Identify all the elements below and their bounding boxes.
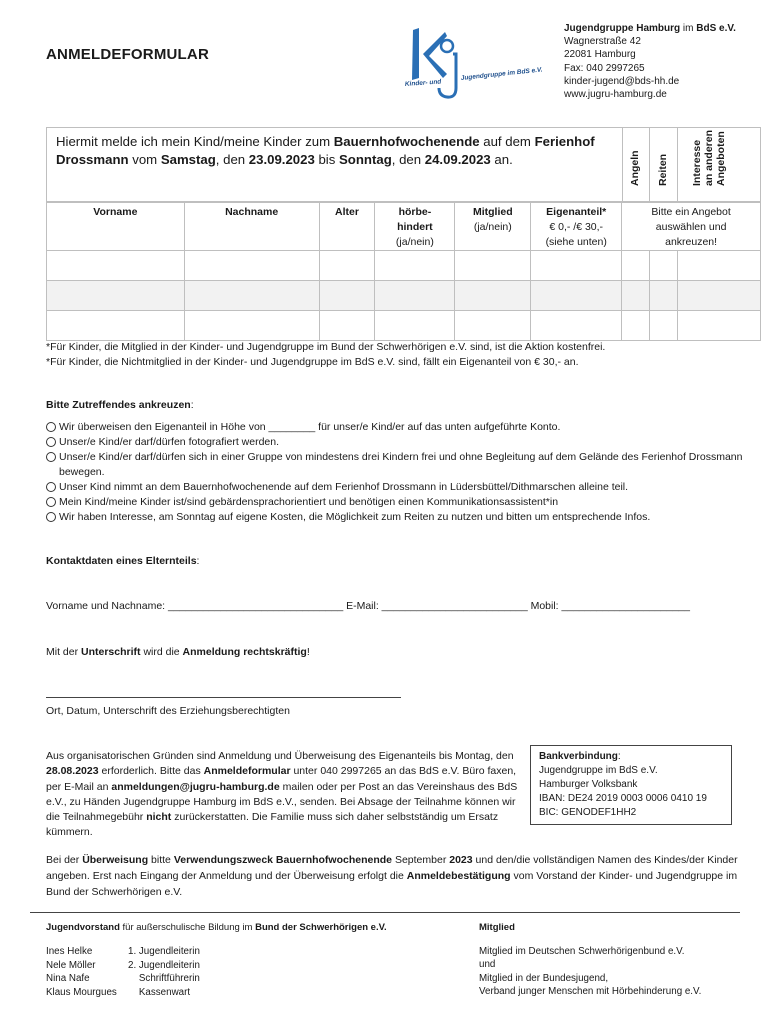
- check-item-alleine[interactable]: Unser Kind nimmt an dem Bauernhofwochenende auf dem Ferienhof Drossmann in Lüdersbüttel/Dithmarschen alleine teil.: [46, 480, 746, 495]
- bank-details: Bankverbindung: Jugendgruppe im BdS e.V. Hamburger Volksbank IBAN: DE24 2019 0003 0006 0410 19 BIC: GENODEF1HH2: [530, 745, 732, 825]
- address-web: www.jugru-hamburg.de: [564, 89, 667, 101]
- cell-hoerbehindert[interactable]: [375, 311, 455, 341]
- board-name: Klaus Mourgues: [46, 986, 117, 998]
- cell-angeln[interactable]: [622, 311, 650, 341]
- header-reiten: Reiten: [650, 127, 678, 202]
- cell-angeln[interactable]: [622, 281, 650, 311]
- cell-vorname[interactable]: [47, 251, 185, 281]
- cell-mitglied[interactable]: [455, 311, 531, 341]
- cell-hoerbehindert[interactable]: [375, 251, 455, 281]
- organisation-text: Aus organisatorischen Gründen sind Anmeldung und Überweisung des Eigenanteils bis Montag, den 28.08.2023 erforderlich. Bitte das Anmeldeformular unter 040 2997265 an das BdS e.V. Büro faxen, per E-Mail an anmeldungen@jugru-hamburg.de mailen oder per Post an das Vereinshaus des BdS e.V., zu Händen Jugendgruppe Hamburg im BdS e.V., senden. Bei Absage der Teilnahme können wir die Teilnahmegebühr nicht zurückerstatten. Die Familie muss sich daher selbstständig um Ersatz kümmern.: [46, 750, 518, 839]
- footer-membership: Mitglied Mitglied im Deutschen Schwerhörigenbund e.V. und Mitglied in der Bundesjugend, Verband junger Menschen mit Hörbehinderung e.V.: [479, 922, 702, 998]
- transfer-text: Bei der Überweisung bitte Verwendungszweck Bauernhofwochenende September 2023 und den/die vollständigen Namen des Kindes/der Kinder angeben. Erst nach Eingang der Anmeldung und der Überweisung erfolgt die Anmeldebestätigung vom Vorstand der Kinder- und Jugendgruppe im Bund der Schwerhörigen e.V.: [46, 854, 738, 898]
- svg-text:Jugendgruppe im BdS e.V.: Jugendgruppe im BdS e.V.: [460, 66, 543, 82]
- footer-divider: [30, 912, 740, 913]
- cell-nachname[interactable]: [184, 281, 319, 311]
- footnote-nonmembers: *Für Kinder, die Nichtmitglied in der Kinder- und Jugendgruppe im BdS e.V. sind, fällt ein Eigenanteil von € 30,- an.: [46, 356, 579, 368]
- organization-address: Jugendgruppe Hamburg im BdS e.V. Wagnerstraße 42 22081 Hamburg Fax: 040 2997265 kinder-jugend@bds-hh.de www.jugru-hamburg.de: [564, 23, 736, 101]
- cell-reiten[interactable]: [650, 251, 678, 281]
- header-interesse: Interesse an anderen Angeboten: [678, 127, 761, 202]
- cell-interesse[interactable]: [678, 311, 761, 341]
- table-row[interactable]: [47, 251, 761, 281]
- signature-line[interactable]: [46, 697, 401, 698]
- cell-nachname[interactable]: [184, 251, 319, 281]
- cell-alter[interactable]: [319, 251, 375, 281]
- membership-title: Mitglied: [479, 922, 515, 933]
- signature-note: Mit der Unterschrift wird die Anmeldung rechtskräftig!: [46, 646, 310, 658]
- check-item-foto[interactable]: Unser/e Kind/er darf/dürfen fotografiert werden.: [46, 435, 746, 450]
- cell-mitglied[interactable]: [455, 251, 531, 281]
- cell-reiten[interactable]: [650, 281, 678, 311]
- cell-vorname[interactable]: [47, 281, 185, 311]
- footnote-members: *Für Kinder, die Mitglied in der Kinder- und Jugendgruppe im Bund der Schwerhörigen e.V. sind, ist die Aktion kostenfrei.: [46, 341, 606, 353]
- cell-vorname[interactable]: [47, 311, 185, 341]
- board-name: Ines Helke: [46, 946, 93, 957]
- footer-board-title: Jugendvorstand für außerschulische Bildung im Bund der Schwerhörigen e.V.: [46, 922, 387, 933]
- contact-title: Kontaktdaten eines Elternteils:: [46, 555, 200, 567]
- cell-eigenanteil[interactable]: [531, 311, 622, 341]
- bank-name: Hamburger Volksbank: [539, 779, 638, 790]
- intro-text: Hiermit melde ich mein Kind/meine Kinder zum Bauernhofwochenende auf dem Ferienhof Drossmann vom Samstag, den 23.09.2023 bis Sonntag, den 24.09.2023 an.: [56, 134, 595, 167]
- cell-hoerbehindert[interactable]: [375, 281, 455, 311]
- signature-label: Ort, Datum, Unterschrift des Erziehungsberechtigten: [46, 705, 290, 717]
- table-header-row: [47, 203, 761, 251]
- address-city: 22081 Hamburg: [564, 49, 636, 61]
- address-fax: Fax: 040 2997265: [564, 62, 645, 74]
- board-name: Nina Nafe: [46, 973, 90, 985]
- address-street: Wagnerstraße 42: [564, 36, 641, 48]
- cell-nachname[interactable]: [184, 311, 319, 341]
- col-mitglied: Mitglied (ja/nein): [455, 203, 531, 251]
- cell-reiten[interactable]: [650, 311, 678, 341]
- cell-interesse[interactable]: [678, 251, 761, 281]
- cell-mitglied[interactable]: [455, 281, 531, 311]
- col-hoerbehindert: hörbe- hindert (ja/nein): [375, 203, 455, 251]
- col-nachname: Nachname: [184, 203, 319, 251]
- radio-circle-icon[interactable]: [46, 422, 56, 432]
- board-role: 2. Jugendleiterin: [128, 959, 200, 971]
- col-vorname: Vorname: [47, 203, 185, 251]
- bank-holder: Jugendgruppe im BdS e.V.: [539, 765, 658, 776]
- table-row[interactable]: [47, 311, 761, 341]
- check-item-eigenanteil[interactable]: Wir überweisen den Eigenanteil in Höhe von ________ für unser/e Kind/er auf das unten aufgeführte Konto.: [46, 420, 746, 435]
- board-role: Kassenwart: [128, 986, 191, 998]
- col-angebot: Bitte ein Angebot auswählen und ankreuzen!: [622, 203, 761, 251]
- cell-angeln[interactable]: [622, 251, 650, 281]
- header-angeln: Angeln: [622, 127, 650, 202]
- address-email: kinder-jugend@bds-hh.de: [564, 75, 680, 87]
- radio-circle-icon[interactable]: [46, 482, 56, 492]
- col-eigenanteil: Eigenanteil* € 0,- /€ 30,- (siehe unten): [531, 203, 622, 251]
- checkbox-list: [46, 420, 746, 525]
- radio-circle-icon[interactable]: [46, 452, 56, 462]
- org-name: Jugendgruppe Hamburg: [564, 23, 681, 34]
- cell-alter[interactable]: [319, 281, 375, 311]
- radio-circle-icon[interactable]: [46, 437, 56, 447]
- check-item-gebaerdensprache[interactable]: Mein Kind/meine Kinder ist/sind gebärdensprachorientiert und benötigen einen Kommunikationsassistent*in: [46, 495, 746, 510]
- bank-bic: BIC: GENODEF1HH2: [539, 807, 637, 818]
- bank-iban: IBAN: DE24 2019 0003 0006 0410 19: [539, 793, 707, 804]
- bank-title: Bankverbindung: [539, 751, 618, 762]
- organization-logo: [403, 22, 558, 100]
- contact-fields[interactable]: Vorname und Nachname: ______________________________ E-Mail: _________________________ Mobil: ______________________: [46, 600, 690, 612]
- col-alter: Alter: [319, 203, 375, 251]
- checks-title: Bitte Zutreffendes ankreuzen:: [46, 399, 194, 411]
- footer-board: [46, 945, 200, 999]
- registration-table: [46, 202, 761, 341]
- board-name: Nele Möller: [46, 959, 96, 971]
- svg-text:Kinder- und: Kinder- und: [404, 78, 442, 88]
- table-row[interactable]: [47, 281, 761, 311]
- cell-alter[interactable]: [319, 311, 375, 341]
- radio-circle-icon[interactable]: [46, 512, 56, 522]
- board-role: 1. Jugendleiterin: [128, 946, 200, 957]
- board-role: Schriftführerin: [128, 973, 200, 985]
- radio-circle-icon[interactable]: [46, 497, 56, 507]
- cell-eigenanteil[interactable]: [531, 281, 622, 311]
- footnotes: [46, 340, 605, 370]
- cell-interesse[interactable]: [678, 281, 761, 311]
- page-title: ANMELDEFORMULAR: [46, 46, 209, 63]
- check-item-reiten[interactable]: Wir haben Interesse, am Sonntag auf eigene Kosten, die Möglichkeit zum Reiten zu nutzen und bitten um entsprechende Infos.: [46, 510, 746, 525]
- cell-eigenanteil[interactable]: [531, 251, 622, 281]
- check-item-gruppe[interactable]: Unser/e Kind/er darf/dürfen sich in einer Gruppe von mindestens drei Kindern frei und ohne Begleitung auf dem Gelände des Ferienhof Drossmann bewegen.: [46, 450, 746, 480]
